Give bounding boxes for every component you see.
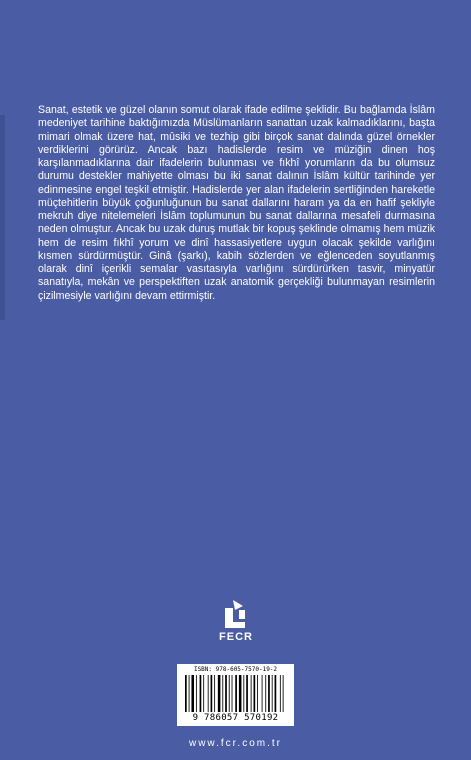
barcode-bar: [251, 675, 252, 712]
isbn-label: ISBN: 978-605-7570-19-2: [193, 666, 278, 673]
barcode-bar: [214, 675, 215, 712]
barcode-bar: [254, 675, 256, 712]
barcode-bar: [275, 675, 277, 712]
barcode-bar: [272, 675, 273, 712]
barcode-bar: [243, 675, 244, 712]
barcode-icon: [185, 675, 286, 712]
barcode-bar: [268, 675, 270, 712]
barcode-bar: [283, 675, 284, 712]
barcode-bar: [225, 675, 227, 712]
barcode-bar: [280, 675, 281, 712]
publisher-logo: [207, 598, 265, 650]
fecr-logo-icon: [219, 598, 253, 630]
barcode-bar: [222, 675, 223, 712]
barcode-bar: [191, 675, 194, 712]
barcode-bar: [235, 675, 237, 712]
barcode-bar: [246, 675, 248, 712]
barcode-bar: [265, 675, 266, 712]
barcode-bar: [203, 675, 204, 712]
barcode-bar: [262, 675, 263, 712]
barcode-bar: [196, 675, 197, 712]
barcode-bar: [211, 675, 213, 712]
barcode-bar: [208, 675, 209, 712]
isbn-barcode: [177, 664, 294, 726]
blurb-text: Sanat, estetik ve güzel olanın somut olarak ifade edilme şeklidir. Bu bağlamda İslâm medeniyet tarihine baktığımızda Müslümanların sanattan uzak kalmadıklarını, başta mimari olmak üzere hat, mûsiki ve tezhip gibi birçok sanat dalında güzel örnekler verdiklerini görürüz. Ancak bazı hadislerde resim ve müziğin dinen hoş karşılanmadıklarına dair ifadelerin bulunması ve fıkhî yorumların da bu olumsuz durumu destekler mahiyette olması bu iki sanat dalının İslâm kültür tarihinde yer edinmesine engel teşkil etmiştir. Hadislerde yer alan ifadelerin sertliğinden hareketle müçtehitlerin büyük çoğunluğunun bu sanat dallarını haram ya da en hafif şekliyle mekruh diye nitelemeleri İslâm toplumunun bu sanat dallarına mesafeli durmasına neden olmuştur. Ancak bu uzak duruş mutlak bir kopuş şeklinde olmamış hem müzik hem de resim fıkhî yorum ve dinî hassasiyetlere uygun olacak şekilde varlığını kısmen sürdürmüştür. Ginâ (şarkı), kabih sözlerden ve eğlenceden soyutlanmış olarak dinî içerikli semalar vasıtasıyla varlığını sürdürürken tasvir, minyatür sanatıyla, mekân ve perspektiften uzak anatomik gerçekliği bulunmayan resimlerin çizilmesiyle varlığını devam ettirmiştir.: [38, 104, 435, 302]
barcode-bar: [229, 675, 230, 712]
barcode-bar: [257, 675, 258, 712]
spine-edge: [0, 115, 5, 320]
publisher-name: FECR: [219, 631, 253, 643]
publisher-website: www.fcr.com.tr: [188, 738, 282, 749]
barcode-digits: 9 786057 570192: [192, 713, 279, 723]
barcode-bar: [200, 675, 202, 712]
barcode-bar: [232, 675, 233, 712]
barcode-bar: [189, 675, 190, 712]
barcode-bar: [218, 675, 221, 712]
barcode-bar: [239, 675, 242, 712]
barcode-bar: [185, 675, 187, 712]
